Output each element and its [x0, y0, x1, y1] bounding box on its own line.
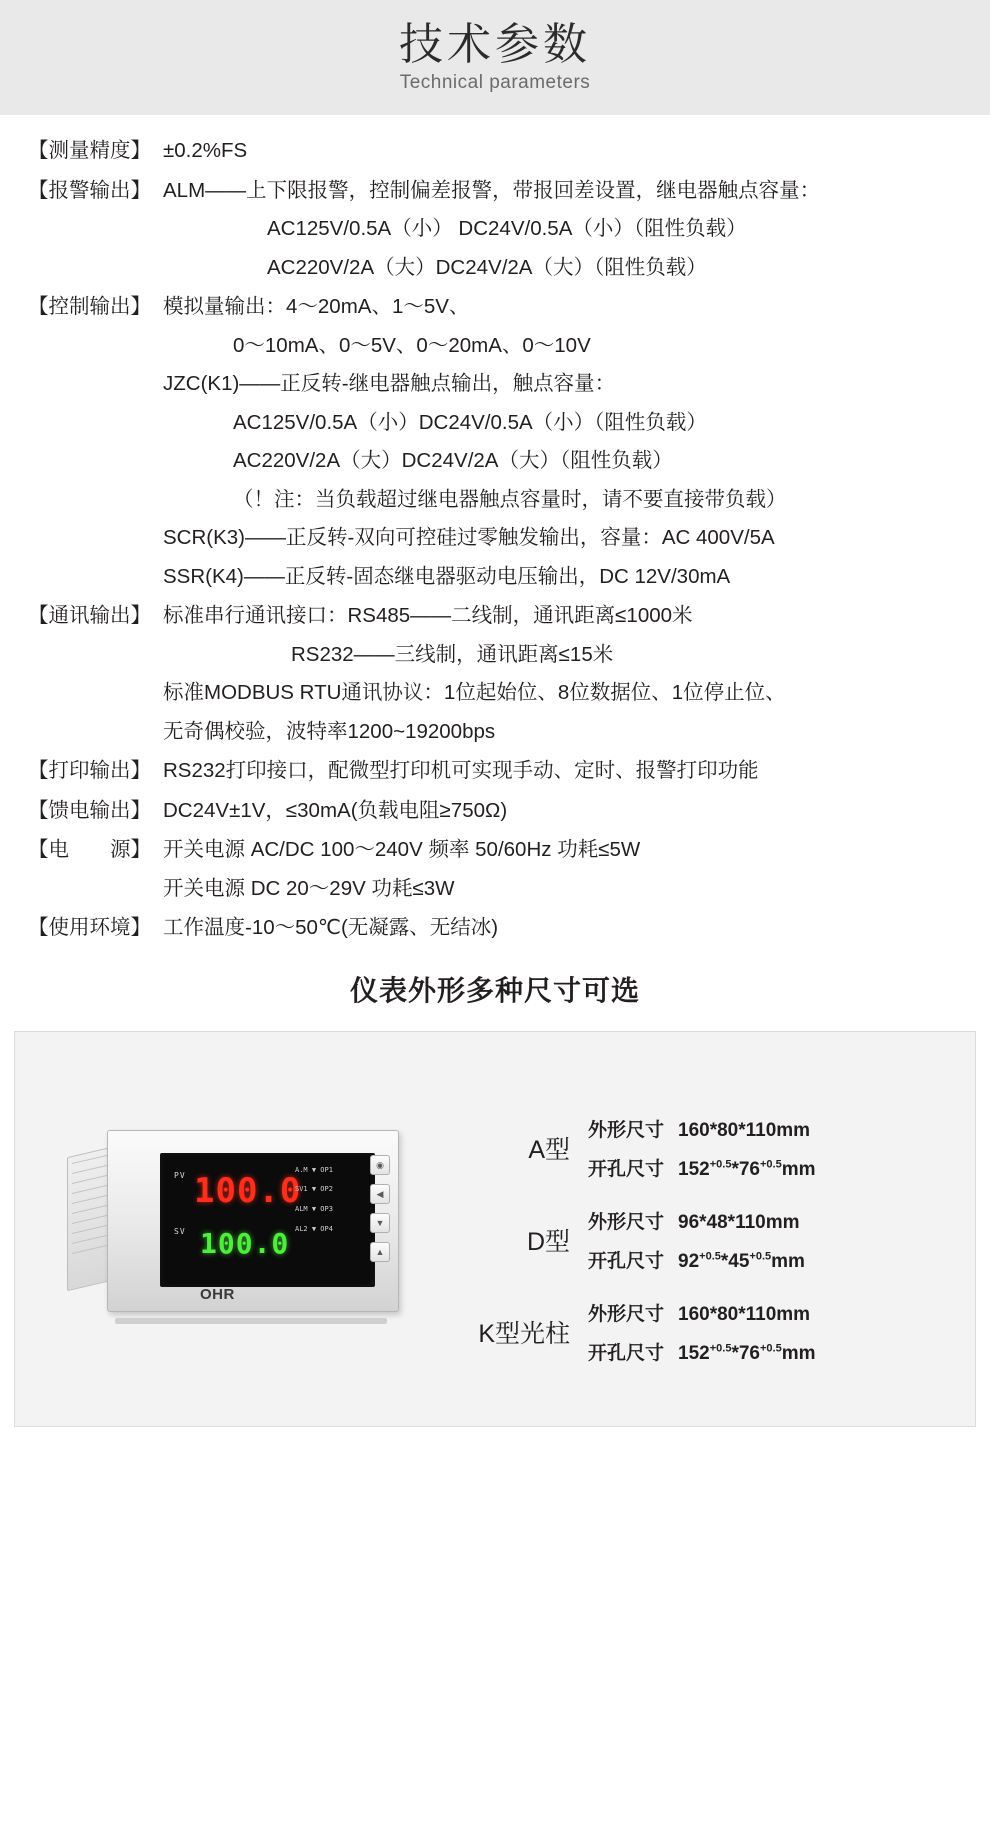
key-up: ▲: [370, 1242, 390, 1262]
size-key: 外形尺寸: [588, 1211, 665, 1233]
tolerance-1: +0.5: [709, 1342, 732, 1355]
spec-label: 【电 源】: [28, 838, 151, 861]
size-model-label: A型: [528, 1135, 570, 1164]
size-lines: [588, 1115, 957, 1181]
spec-row: [28, 840, 962, 899]
key-power: ◉: [370, 1155, 390, 1175]
spec-line: 工作温度-10～50℃(无凝露、无结冰): [163, 916, 499, 939]
key-down: ▼: [370, 1213, 390, 1233]
spec-row: [28, 297, 962, 587]
size-line: [588, 1246, 957, 1273]
spec-label: 【报警输出】: [28, 178, 151, 202]
spec-line: 模拟量输出：4～20mA、1～5V、: [163, 295, 470, 318]
spec-value: [163, 798, 962, 822]
tolerance-2: +0.5: [759, 1342, 782, 1355]
device-display-screen: [160, 1153, 375, 1287]
spec-line: （！注：当负载超过继电器触点容量时，请不要直接带负载）: [233, 487, 787, 511]
size-value-mid: *76: [731, 1158, 760, 1180]
indicator-row: SV1 ▼ OP2: [295, 1185, 333, 1194]
spec-line: SSR(K4)——正反转-固态继电器驱动电压输出，DC 12V/30mA: [163, 564, 731, 588]
spec-label: 【通讯输出】: [28, 604, 151, 627]
size-value: 160*80*110mm: [678, 1119, 811, 1141]
page-subtitle: Technical parameters: [399, 71, 591, 93]
indicator-row: ALM ▼ OP3: [295, 1204, 333, 1213]
pv-label: PV: [174, 1170, 186, 1180]
spec-line: 0～10mA、0～5V、0～20mA、0～10V: [233, 333, 591, 357]
size-lines: [588, 1299, 957, 1365]
spec-line: 标准串行通讯接口：RS485——二线制，通讯距离≤1000米: [163, 604, 693, 627]
spec-line: 标准MODBUS RTU通讯协议：1位起始位、8位数据位、1位停止位、: [163, 681, 786, 704]
spec-label: 【使用环境】: [28, 916, 151, 939]
spec-value: [163, 840, 962, 899]
sv-value: 100.0: [200, 1226, 290, 1260]
spec-row: [28, 178, 962, 279]
size-model-label: D型: [526, 1227, 570, 1256]
spec-line: AC125V/0.5A（小）DC24V/0.5A（小）（阻性负载）: [233, 410, 707, 434]
key-shift: ◀: [370, 1184, 390, 1204]
spec-line: 开关电源 AC/DC 100～240V 频率 50/60Hz 功耗≤5W: [163, 838, 641, 861]
instrument-illustration: [67, 1120, 397, 1320]
tolerance-2: +0.5: [749, 1250, 772, 1263]
size-line: [588, 1115, 957, 1142]
spec-line: AC125V/0.5A（小） DC24V/0.5A（小）（阻性负载）: [267, 217, 747, 240]
size-value-mid: *76: [731, 1342, 760, 1364]
size-group: [435, 1299, 957, 1365]
size-key: 外形尺寸: [588, 1303, 665, 1325]
spec-line: RS232——三线制，通讯距离≤15米: [291, 642, 614, 666]
spec-line: RS232打印接口，配微型打印机可实现手动、定时、报警打印功能: [163, 759, 759, 782]
size-model-label: K型光柱: [478, 1319, 570, 1348]
size-lines: [588, 1207, 957, 1273]
spec-line: AC220V/2A（大）DC24V/2A（大）（阻性负载）: [233, 449, 673, 472]
spec-label: 【测量精度】: [28, 139, 151, 162]
brand-logo: OHR: [200, 1285, 235, 1303]
indicator-row: A.M ▼ OP1: [295, 1165, 333, 1174]
sv-label: SV: [174, 1226, 186, 1236]
status-indicators: [295, 1167, 367, 1246]
spec-label: 【打印输出】: [28, 759, 151, 782]
spec-line: AC220V/2A（大）DC24V/2A（大）（阻性负载）: [267, 255, 707, 279]
spec-line: ±0.2%FS: [163, 139, 248, 162]
size-key: 开孔尺寸: [588, 1342, 665, 1364]
size-key: 开孔尺寸: [588, 1250, 665, 1272]
sizes-heading: 仪表外形多种尺寸可选: [349, 974, 640, 1006]
tolerance-1: +0.5: [709, 1158, 732, 1171]
size-group: [435, 1115, 957, 1181]
size-value: [678, 1159, 815, 1181]
size-value-post: mm: [771, 1250, 805, 1272]
tolerance-1: +0.5: [699, 1250, 721, 1263]
size-line: [588, 1207, 957, 1234]
size-line: [588, 1154, 957, 1181]
spec-value: [163, 918, 962, 939]
spec-value: [163, 178, 962, 279]
spec-row: [28, 918, 962, 939]
size-value: 96*48*110mm: [678, 1211, 800, 1233]
size-line: [588, 1338, 957, 1365]
size-value-pre: 152: [678, 1342, 710, 1364]
spec-line: DC24V±1V，≤30mA(负载电阻≥750Ω): [163, 798, 508, 822]
spec-line: 无奇偶校验，波特率1200~19200bps: [163, 719, 496, 743]
device-front-panel: [107, 1130, 399, 1312]
spec-value: [163, 297, 962, 587]
device-base: [115, 1318, 387, 1324]
spec-row: [28, 141, 962, 162]
spec-row: [28, 761, 962, 782]
size-table: [435, 1032, 975, 1426]
spec-row: [28, 798, 962, 822]
size-value-post: mm: [781, 1342, 816, 1364]
tolerance-2: +0.5: [759, 1158, 782, 1171]
spec-list: [0, 115, 990, 939]
size-value: 160*80*110mm: [678, 1303, 811, 1325]
spec-line: ALM——上下限报警，控制偏差报警，带报回差设置，继电器触点容量：: [163, 178, 821, 202]
size-key: 开孔尺寸: [588, 1158, 665, 1180]
spec-value: [163, 761, 962, 782]
size-value: [678, 1343, 815, 1365]
device-keypad: [370, 1155, 392, 1271]
size-line: [588, 1299, 957, 1326]
size-key: 外形尺寸: [588, 1119, 665, 1141]
spec-row: [28, 606, 962, 742]
spec-line: JZC(K1)——正反转-继电器触点输出，触点容量：: [163, 372, 616, 395]
pv-value: 100.0: [194, 1170, 302, 1211]
spec-label: 【馈电输出】: [28, 798, 151, 822]
size-value: [678, 1251, 805, 1273]
spec-value: [163, 606, 962, 742]
product-size-panel: [14, 1031, 976, 1427]
device-image: [15, 1032, 435, 1426]
indicator-row: AL2 ▼ OP4: [295, 1224, 333, 1233]
size-group: [435, 1207, 957, 1273]
spec-label: 【控制输出】: [28, 295, 151, 318]
page-title: 技术参数: [399, 20, 591, 70]
spec-line: 开关电源 DC 20～29V 功耗≤3W: [163, 876, 455, 900]
size-value-post: mm: [781, 1158, 816, 1180]
size-value-mid: *45: [720, 1250, 750, 1272]
size-value-pre: 152: [678, 1158, 710, 1180]
spec-line: SCR(K3)——正反转-双向可控硅过零触发输出，容量：AC 400V/5A: [163, 526, 775, 549]
size-value-pre: 92: [678, 1250, 700, 1272]
page-header: [0, 0, 990, 115]
spec-value: [163, 141, 962, 162]
